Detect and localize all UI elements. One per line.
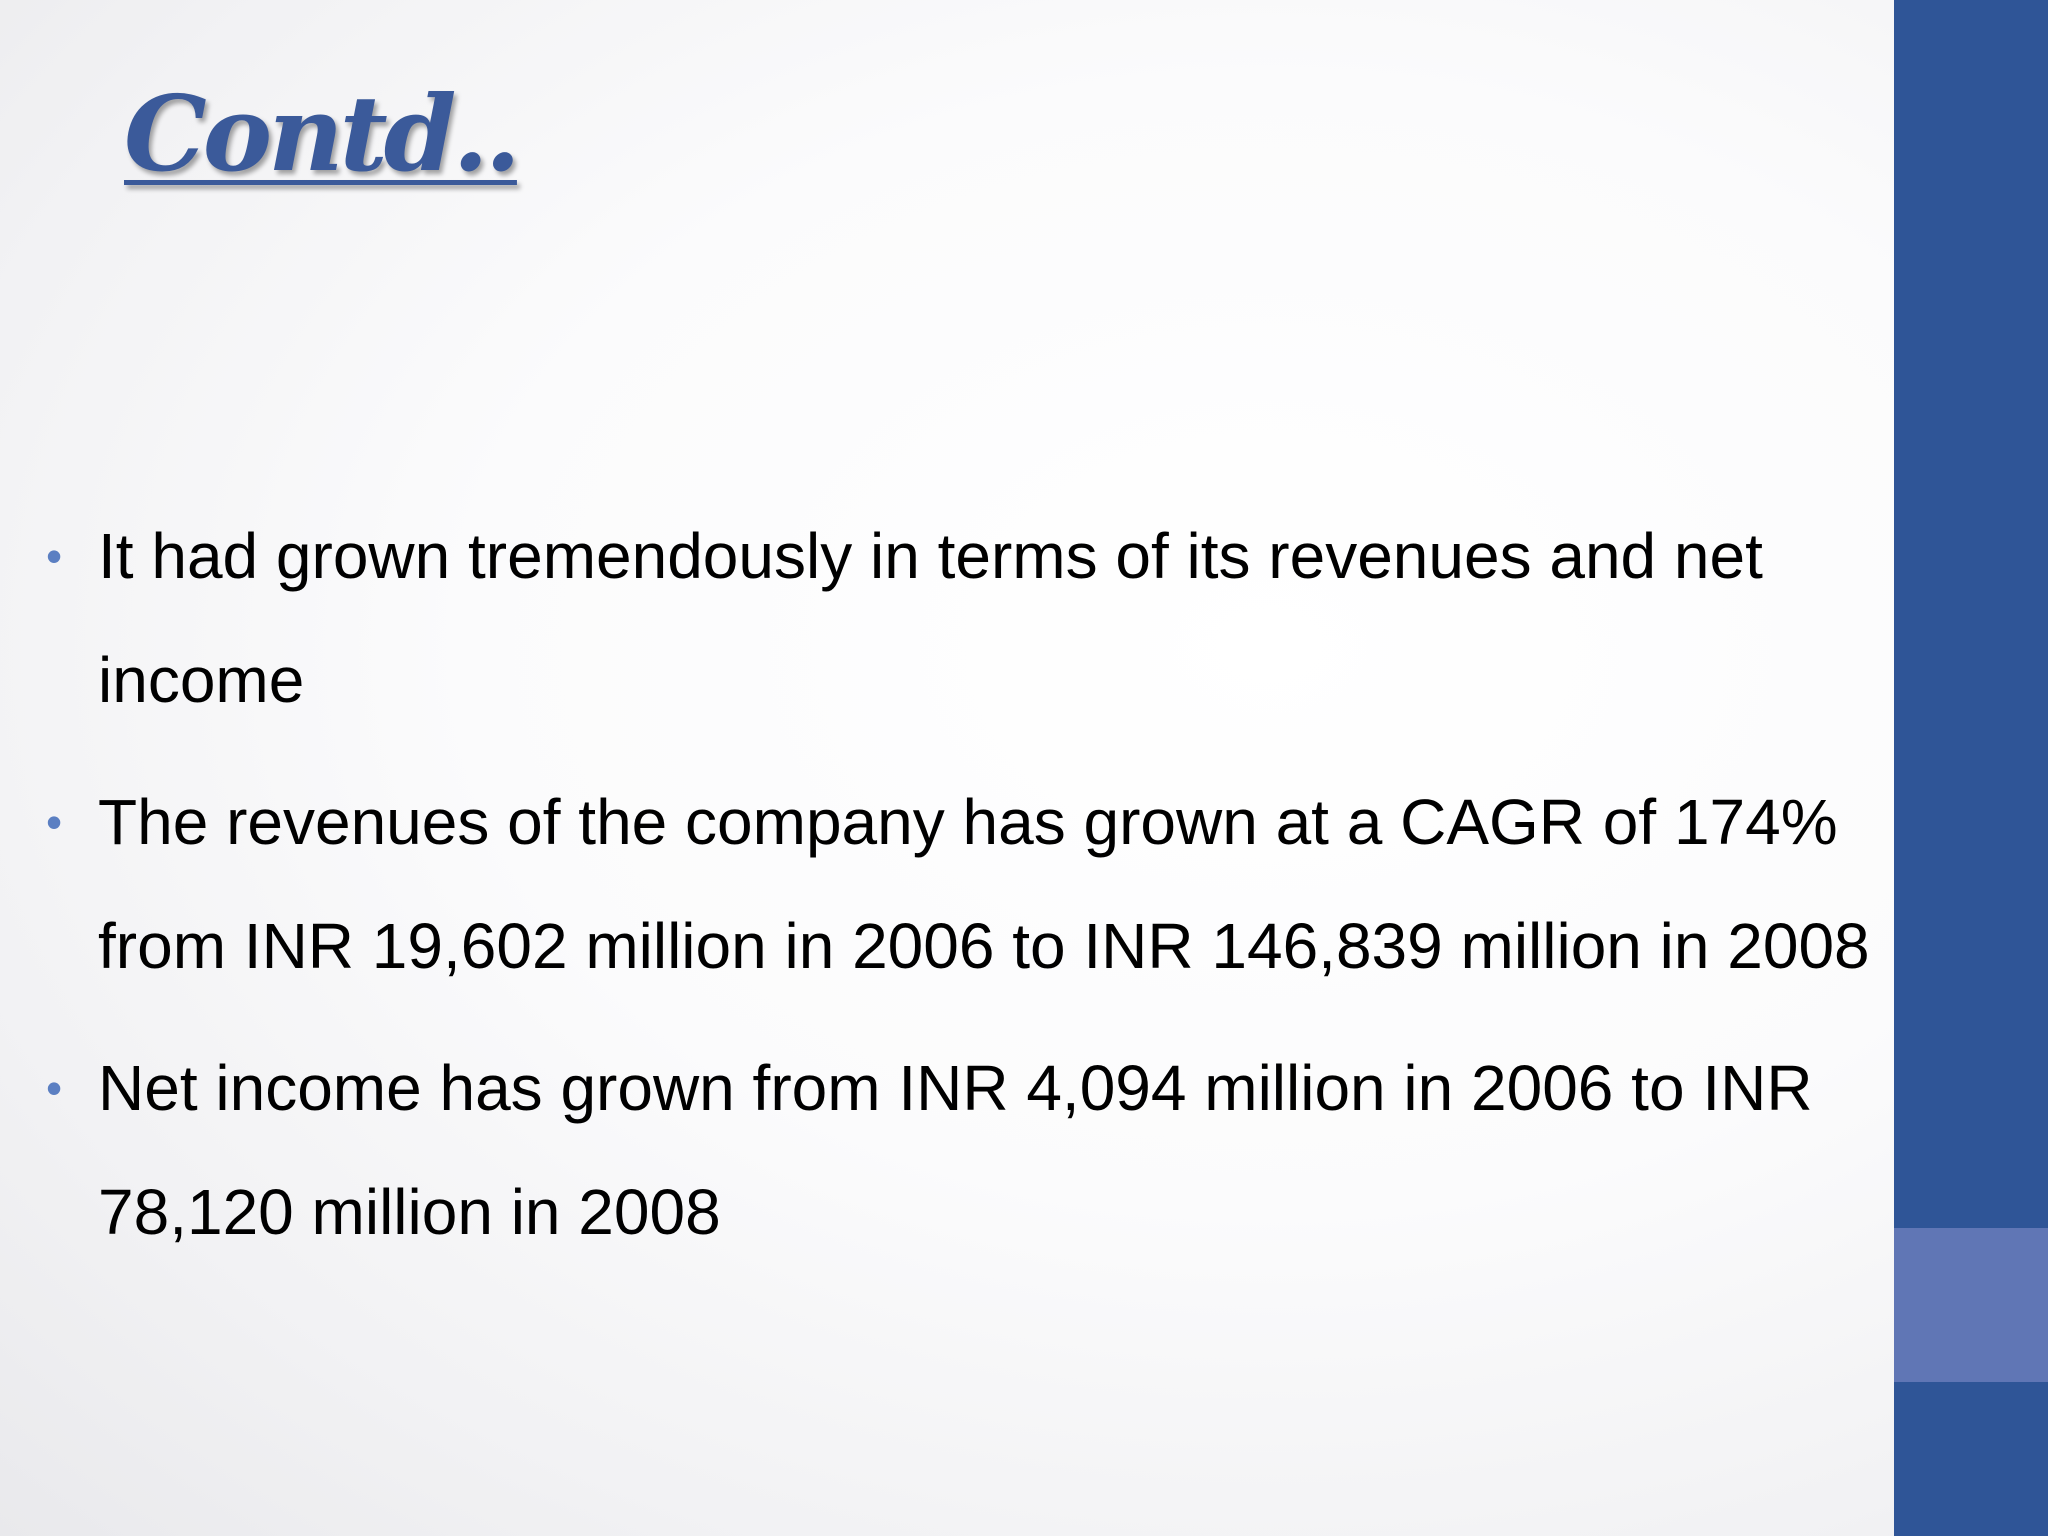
slide-title: Contd.. bbox=[124, 72, 517, 195]
bullet-item bbox=[40, 1026, 1880, 1274]
side-decorative-bar bbox=[1894, 0, 2048, 1536]
side-accent-block bbox=[1894, 1228, 2048, 1382]
bullet-text: Net income has grown from INR 4,094 million in 2006 to INR 78,120 million in 2008 bbox=[98, 1052, 1813, 1248]
bullet-item bbox=[40, 494, 1880, 742]
bullet-list bbox=[40, 494, 1880, 1292]
bullet-text: The revenues of the company has grown at a CAGR of 174% from INR 19,602 million in 2006 to INR 146,839 million in 2008 bbox=[98, 786, 1870, 982]
bullet-item bbox=[40, 760, 1880, 1008]
bullet-dot-icon: • bbox=[46, 1062, 63, 1114]
bullet-dot-icon: • bbox=[46, 530, 63, 582]
bullet-dot-icon: • bbox=[46, 796, 63, 848]
bullet-text: It had grown tremendously in terms of its revenues and net income bbox=[98, 520, 1763, 716]
